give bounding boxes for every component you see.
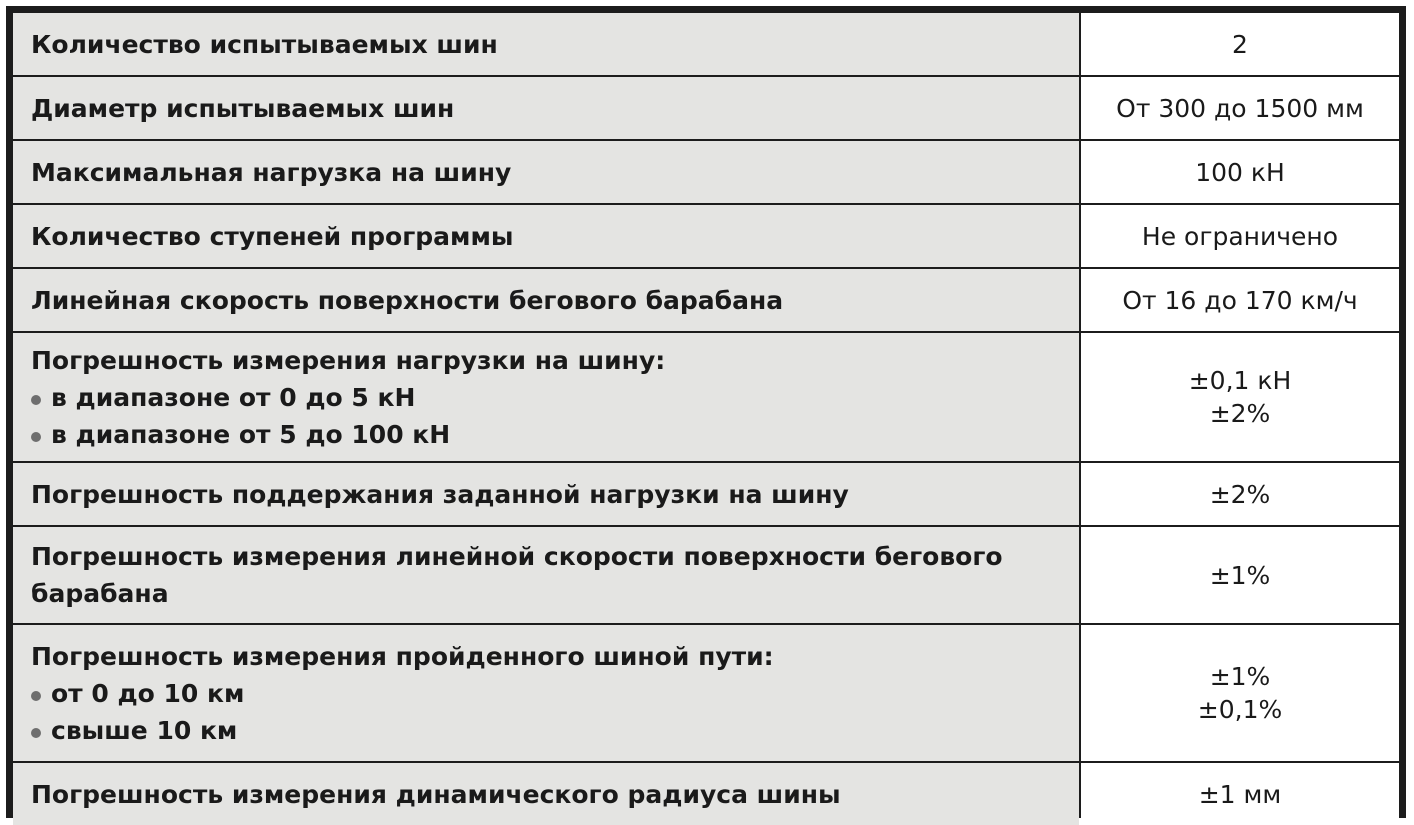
value-group [1189,364,1292,430]
list-item [31,416,665,453]
list-item-label: в диапазоне от 0 до 5 кН [51,382,416,412]
value-label: От 16 до 170 км/ч [1122,285,1358,315]
param-label: Диаметр испытываемых шин [31,93,455,123]
spec-table [6,6,1406,818]
param-label: Максимальная нагрузка на шину [31,157,512,187]
param-label: Количество испытываемых шин [31,29,498,59]
bullet-icon [31,432,41,442]
param-label: Погрешность измерения линейной скорости поверхности бегового барабана [31,542,1003,608]
param-cell [13,527,1079,623]
value-label: 2 [1232,29,1248,59]
param-cell [13,463,1079,525]
value-label: 100 кН [1195,157,1285,187]
param-cell [13,333,1079,461]
list-item-label: свыше 10 км [51,715,238,745]
value-cell [1081,527,1399,623]
value-label: От 300 до 1500 мм [1116,93,1364,123]
value-label: ±2% [1209,479,1271,509]
bullet-icon [31,691,41,701]
value-label: ±1% [1209,662,1271,691]
param-cell [13,269,1079,331]
value-label: Не ограничено [1141,221,1339,251]
list-item-label: в диапазоне от 5 до 100 кН [51,419,451,449]
list-item [31,712,774,749]
value-cell [1081,333,1399,461]
value-label: ±0,1 кН [1188,366,1292,395]
list-item [31,675,774,712]
value-cell [1081,269,1399,331]
param-cell [13,141,1079,203]
value-label: ±2% [1209,399,1271,428]
param-cell [13,625,1079,761]
bullet-icon [31,395,41,405]
value-cell [1081,13,1399,75]
param-group [31,342,665,453]
param-cell [13,13,1079,75]
param-label: Линейная скорость поверхности бегового барабана [31,285,784,315]
param-cell [13,763,1079,825]
value-cell [1081,77,1399,139]
value-cell [1081,625,1399,761]
value-cell [1081,763,1399,825]
value-group [1198,660,1282,726]
bullet-icon [31,728,41,738]
value-cell [1081,205,1399,267]
param-label: Погрешность измерения пройденного шиной пути: [31,641,774,671]
value-label: ±0,1% [1197,695,1283,724]
param-cell [13,77,1079,139]
value-cell [1081,141,1399,203]
param-group [31,638,774,749]
value-cell [1081,463,1399,525]
value-label: ±1 мм [1198,779,1282,809]
list-item [31,379,665,416]
value-label: ±1% [1209,560,1271,590]
param-cell [13,205,1079,267]
param-label: Погрешность измерения динамического радиуса шины [31,779,841,809]
param-label: Погрешность измерения нагрузки на шину: [31,345,666,375]
list-item-label: от 0 до 10 км [51,678,245,708]
param-label: Погрешность поддержания заданной нагрузки на шину [31,479,849,509]
param-label: Количество ступеней программы [31,221,514,251]
